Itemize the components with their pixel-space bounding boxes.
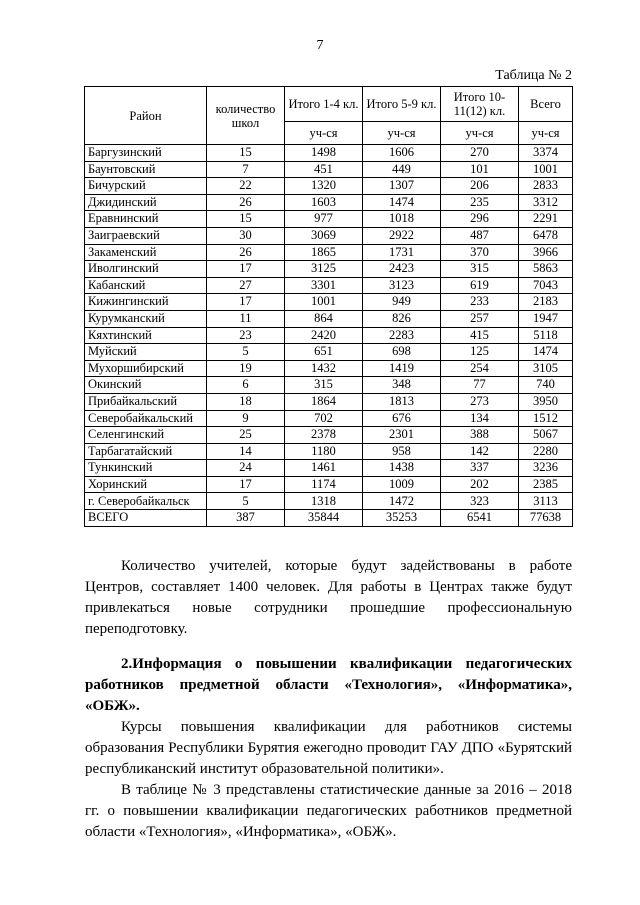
value-cell: 15 <box>207 145 285 162</box>
value-cell: 337 <box>441 460 519 477</box>
district-cell: Селенгинский <box>85 427 207 444</box>
value-cell: 449 <box>363 161 441 178</box>
value-cell: 5 <box>207 493 285 510</box>
header-district: Район <box>85 87 207 145</box>
section-2 <box>85 654 572 843</box>
value-cell: 35253 <box>363 510 441 527</box>
value-cell: 2378 <box>285 427 363 444</box>
value-cell: 1174 <box>285 476 363 493</box>
value-cell: 315 <box>441 261 519 278</box>
value-cell: 24 <box>207 460 285 477</box>
value-cell: 23 <box>207 327 285 344</box>
value-cell: 22 <box>207 178 285 195</box>
table-row <box>85 344 573 361</box>
header-total: Всего <box>519 87 573 122</box>
value-cell: 1865 <box>285 244 363 261</box>
value-cell: 1419 <box>363 360 441 377</box>
value-cell: 9 <box>207 410 285 427</box>
value-cell: 270 <box>441 145 519 162</box>
value-cell: 254 <box>441 360 519 377</box>
value-cell: 1603 <box>285 194 363 211</box>
district-cell: Тункинский <box>85 460 207 477</box>
value-cell: 3069 <box>285 227 363 244</box>
value-cell: 2385 <box>519 476 573 493</box>
value-cell: 1474 <box>519 344 573 361</box>
value-cell: 3301 <box>285 277 363 294</box>
value-cell: 1864 <box>285 393 363 410</box>
value-cell: 125 <box>441 344 519 361</box>
value-cell: 6478 <box>519 227 573 244</box>
table-row <box>85 377 573 394</box>
value-cell: 17 <box>207 476 285 493</box>
district-cell: Баргузинский <box>85 145 207 162</box>
value-cell: 1947 <box>519 310 573 327</box>
table-row <box>85 410 573 427</box>
value-cell: 348 <box>363 377 441 394</box>
header-grades-10-11: Итого 10-11(12) кл. <box>441 87 519 122</box>
value-cell: 14 <box>207 443 285 460</box>
value-cell: 1018 <box>363 211 441 228</box>
value-cell: 26 <box>207 194 285 211</box>
students-table <box>84 86 573 527</box>
value-cell: 826 <box>363 310 441 327</box>
courses-paragraph: Курсы повышения квалификации для работников системы образования Республики Бурятия ежегодно проводит ГАУ ДПО «Бурятский республиканский институт образовательной политики». <box>85 719 572 777</box>
district-cell: Джидинский <box>85 194 207 211</box>
value-cell: 2183 <box>519 294 573 311</box>
value-cell: 676 <box>363 410 441 427</box>
header-unit: уч-ся <box>363 122 441 145</box>
district-cell: г. Северобайкальск <box>85 493 207 510</box>
value-cell: 11 <box>207 310 285 327</box>
value-cell: 17 <box>207 261 285 278</box>
value-cell: 3236 <box>519 460 573 477</box>
value-cell: 233 <box>441 294 519 311</box>
header-unit: уч-ся <box>441 122 519 145</box>
table-row <box>85 476 573 493</box>
district-cell: Окинский <box>85 377 207 394</box>
table-row <box>85 261 573 278</box>
table-row <box>85 393 573 410</box>
value-cell: 1498 <box>285 145 363 162</box>
value-cell: 3105 <box>519 360 573 377</box>
value-cell: 26 <box>207 244 285 261</box>
table-row <box>85 310 573 327</box>
table-row <box>85 294 573 311</box>
district-cell: Закаменский <box>85 244 207 261</box>
header-unit: уч-ся <box>285 122 363 145</box>
value-cell: 315 <box>285 377 363 394</box>
header-schools: количество школ <box>207 87 285 145</box>
value-cell: 25 <box>207 427 285 444</box>
value-cell: 142 <box>441 443 519 460</box>
value-cell: 2833 <box>519 178 573 195</box>
value-cell: 2922 <box>363 227 441 244</box>
district-cell: Кижингинский <box>85 294 207 311</box>
page-number: 7 <box>316 38 324 53</box>
value-cell: 5118 <box>519 327 573 344</box>
table-row <box>85 510 573 527</box>
value-cell: 7043 <box>519 277 573 294</box>
value-cell: 1438 <box>363 460 441 477</box>
value-cell: 1432 <box>285 360 363 377</box>
value-cell: 2423 <box>363 261 441 278</box>
value-cell: 6541 <box>441 510 519 527</box>
value-cell: 1813 <box>363 393 441 410</box>
value-cell: 1180 <box>285 443 363 460</box>
value-cell: 3123 <box>363 277 441 294</box>
value-cell: 1009 <box>363 476 441 493</box>
table-row <box>85 194 573 211</box>
district-cell: Курумканский <box>85 310 207 327</box>
value-cell: 3374 <box>519 145 573 162</box>
district-cell: Кабанский <box>85 277 207 294</box>
value-cell: 487 <box>441 227 519 244</box>
table-row <box>85 327 573 344</box>
value-cell: 15 <box>207 211 285 228</box>
value-cell: 740 <box>519 377 573 394</box>
value-cell: 5 <box>207 344 285 361</box>
value-cell: 202 <box>441 476 519 493</box>
table3-paragraph: В таблице № 3 представлены статистические данные за 2016 – 2018 гг. о повышении квалификации педагогических работников предметной области «Технология», «Информатика», «ОБЖ». <box>85 782 572 840</box>
value-cell: 7 <box>207 161 285 178</box>
value-cell: 6 <box>207 377 285 394</box>
value-cell: 1461 <box>285 460 363 477</box>
value-cell: 387 <box>207 510 285 527</box>
value-cell: 134 <box>441 410 519 427</box>
district-cell: Хоринский <box>85 476 207 493</box>
district-cell: Бичурский <box>85 178 207 195</box>
value-cell: 5067 <box>519 427 573 444</box>
value-cell: 206 <box>441 178 519 195</box>
value-cell: 415 <box>441 327 519 344</box>
value-cell: 1474 <box>363 194 441 211</box>
value-cell: 101 <box>441 161 519 178</box>
value-cell: 619 <box>441 277 519 294</box>
value-cell: 370 <box>441 244 519 261</box>
header-grades-5-9: Итого 5-9 кл. <box>363 87 441 122</box>
value-cell: 19 <box>207 360 285 377</box>
district-cell: Тарбагатайский <box>85 443 207 460</box>
value-cell: 3966 <box>519 244 573 261</box>
value-cell: 77638 <box>519 510 573 527</box>
district-cell: Прибайкальский <box>85 393 207 410</box>
value-cell: 273 <box>441 393 519 410</box>
table-row <box>85 427 573 444</box>
district-cell: Муйский <box>85 344 207 361</box>
value-cell: 17 <box>207 294 285 311</box>
value-cell: 5863 <box>519 261 573 278</box>
value-cell: 77 <box>441 377 519 394</box>
table-caption: Таблица № 2 <box>495 68 572 83</box>
table-row <box>85 244 573 261</box>
value-cell: 2283 <box>363 327 441 344</box>
value-cell: 702 <box>285 410 363 427</box>
value-cell: 698 <box>363 344 441 361</box>
value-cell: 323 <box>441 493 519 510</box>
value-cell: 958 <box>363 443 441 460</box>
value-cell: 1318 <box>285 493 363 510</box>
district-cell: Кяхтинский <box>85 327 207 344</box>
district-cell: Еравнинский <box>85 211 207 228</box>
value-cell: 235 <box>441 194 519 211</box>
district-cell: Баунтовский <box>85 161 207 178</box>
value-cell: 2291 <box>519 211 573 228</box>
value-cell: 35844 <box>285 510 363 527</box>
value-cell: 1731 <box>363 244 441 261</box>
value-cell: 18 <box>207 393 285 410</box>
table-row <box>85 360 573 377</box>
table-row <box>85 161 573 178</box>
value-cell: 1472 <box>363 493 441 510</box>
value-cell: 27 <box>207 277 285 294</box>
value-cell: 3125 <box>285 261 363 278</box>
value-cell: 3312 <box>519 194 573 211</box>
table-row <box>85 227 573 244</box>
value-cell: 1512 <box>519 410 573 427</box>
value-cell: 388 <box>441 427 519 444</box>
teachers-paragraph: Количество учителей, которые будут задействованы в работе Центров, составляет 1400 человек. Для работы в Центрах также будут привлекаться новые сотрудники прошедшие профессиональную переподготовку. <box>85 558 572 637</box>
value-cell: 949 <box>363 294 441 311</box>
district-cell: ВСЕГО <box>85 510 207 527</box>
table-row <box>85 443 573 460</box>
header-grades-1-4: Итого 1-4 кл. <box>285 87 363 122</box>
value-cell: 2301 <box>363 427 441 444</box>
value-cell: 864 <box>285 310 363 327</box>
table-row <box>85 460 573 477</box>
table-row <box>85 277 573 294</box>
value-cell: 30 <box>207 227 285 244</box>
district-cell: Заиграевский <box>85 227 207 244</box>
value-cell: 257 <box>441 310 519 327</box>
value-cell: 451 <box>285 161 363 178</box>
district-cell: Мухоршибирский <box>85 360 207 377</box>
table-row <box>85 493 573 510</box>
header-unit: уч-ся <box>519 122 573 145</box>
table-row <box>85 178 573 195</box>
body-text <box>85 556 572 640</box>
value-cell: 1001 <box>519 161 573 178</box>
district-cell: Иволгинский <box>85 261 207 278</box>
value-cell: 651 <box>285 344 363 361</box>
value-cell: 3113 <box>519 493 573 510</box>
section-heading: 2.Информация о повышении квалификации педагогических работников предметной области «Технология», «Информатика», «ОБЖ». <box>85 656 572 714</box>
value-cell: 2280 <box>519 443 573 460</box>
value-cell: 1001 <box>285 294 363 311</box>
value-cell: 1320 <box>285 178 363 195</box>
table-row <box>85 211 573 228</box>
table-row <box>85 145 573 162</box>
table-body <box>85 145 573 527</box>
value-cell: 3950 <box>519 393 573 410</box>
district-cell: Северобайкальский <box>85 410 207 427</box>
value-cell: 1307 <box>363 178 441 195</box>
value-cell: 1606 <box>363 145 441 162</box>
value-cell: 2420 <box>285 327 363 344</box>
value-cell: 977 <box>285 211 363 228</box>
value-cell: 296 <box>441 211 519 228</box>
